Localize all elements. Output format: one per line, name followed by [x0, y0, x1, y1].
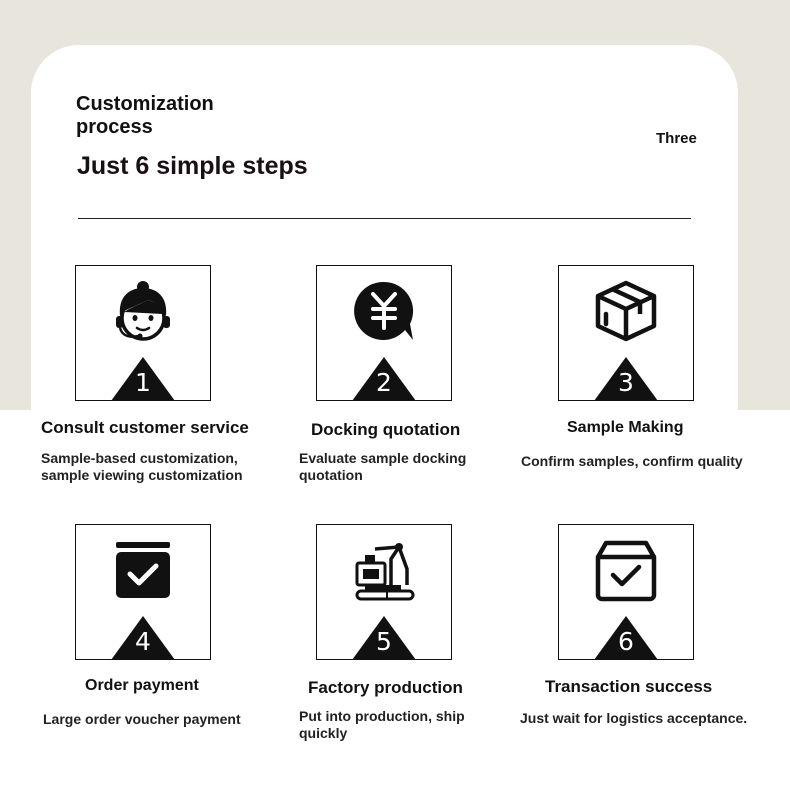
step-description: Confirm samples, confirm quality: [521, 453, 743, 469]
side-label: Three: [656, 130, 697, 147]
header-divider: [78, 218, 691, 219]
step-description: Large order voucher payment: [43, 711, 241, 727]
section-title-small: Customization process: [76, 93, 214, 138]
step-2-card: [316, 265, 452, 401]
section-title-main: Just 6 simple steps: [77, 152, 308, 180]
step-number: 3: [618, 368, 634, 397]
step-number: 2: [376, 368, 392, 397]
step-3-card: [558, 265, 694, 401]
step-description: Evaluate sample docking quotation: [299, 450, 467, 483]
factory-machine-icon: [351, 537, 417, 603]
step-number: 5: [376, 627, 392, 656]
step-1-card: [75, 265, 211, 401]
step-number: 4: [135, 627, 151, 656]
customer-service-agent-icon: [110, 278, 176, 344]
payment-check-icon: [110, 537, 176, 603]
step-number: 1: [135, 368, 151, 397]
step-title: Sample Making: [567, 419, 684, 436]
step-title: Consult customer service: [41, 418, 249, 437]
yuan-chat-bubble-icon: [351, 278, 417, 344]
step-title: Docking quotation: [311, 420, 461, 439]
step-5-card: [316, 524, 452, 660]
step-description: Put into production, ship quickly: [299, 708, 465, 741]
step-description: Sample-based customization, sample viewing customization: [41, 450, 243, 483]
step-title: Transaction success: [545, 677, 713, 696]
step-number: 6: [618, 627, 634, 656]
step-6-card: [558, 524, 694, 660]
step-title: Factory production: [308, 678, 463, 697]
step-title: Order payment: [85, 677, 199, 694]
delivery-box-check-icon: [593, 537, 659, 603]
step-4-card: [75, 524, 211, 660]
package-box-icon: [593, 278, 659, 344]
step-description: Just wait for logistics acceptance.: [520, 710, 748, 726]
